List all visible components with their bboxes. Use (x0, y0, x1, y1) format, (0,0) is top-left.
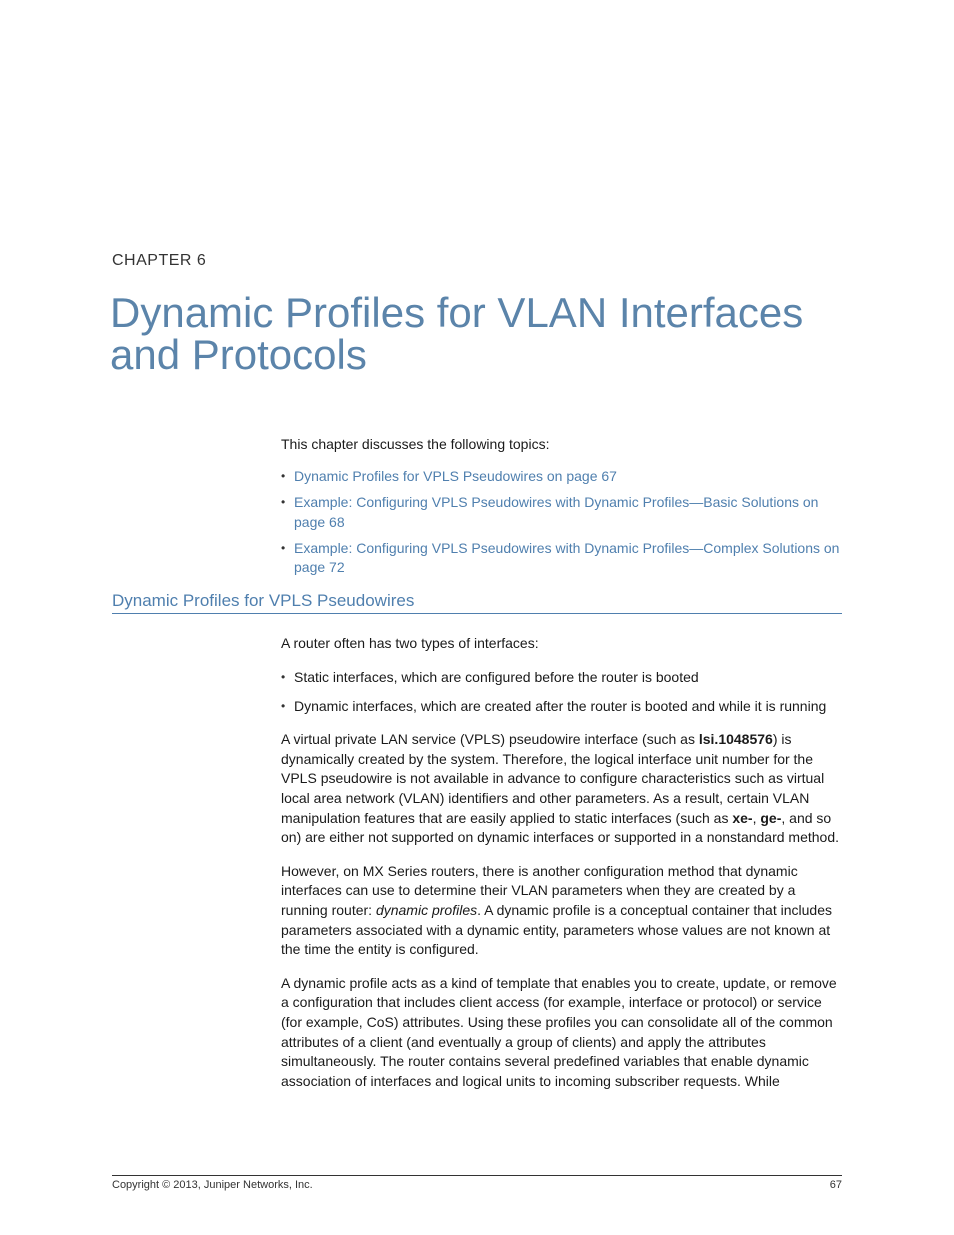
topic-item (281, 493, 843, 532)
list-item: • Dynamic interfaces, which are created after the router is booted and while it is running (281, 697, 843, 717)
topic-list (281, 467, 843, 584)
section-body (281, 634, 843, 1105)
paragraph: A virtual private LAN service (VPLS) pseudowire interface (such as lsi.1048576) is dynamically created by the system. Therefore, the logical interface unit number for the VPLS pseudowire is not available in advance to configure characteristics such as virtual local area network (VLAN) identifiers and other parameters. As a result, certain VLAN manipulation features that are easily applied to static interfaces (such as xe-, ge-, and so on) are either not supported on dynamic interfaces or supported in a nonstandard method. (281, 731, 840, 846)
chapter-title: Dynamic Profiles for VLAN Interfaces and Protocols (110, 289, 804, 378)
paragraph: However, on MX Series routers, there is another configuration method that dynamic interfaces can use to determine their VLAN parameters when they are created by a running router: dynamic profiles. A dynamic profile is a conceptual container that includes parameters associated with a dynamic entity, parameters whose values are not known at the time the entity is configured. (281, 862, 832, 958)
code-xe: xe- (732, 809, 753, 826)
chapter-label: CHAPTER 6 (112, 252, 207, 269)
list-item: • Static interfaces, which are configured before the router is booted (281, 668, 843, 688)
code-lsi: lsi.1048576 (698, 731, 773, 748)
paragraph: A router often has two types of interfaces: (281, 635, 539, 651)
emphasis: dynamic profiles (375, 902, 478, 919)
interface-type-list (281, 668, 843, 717)
topic-link-complex-solutions[interactable]: Example: Configuring VPLS Pseudowires with Dynamic Profiles—Complex Solutions on page 72 (294, 539, 840, 575)
footer-divider (112, 1175, 842, 1176)
topic-link-basic-solutions[interactable]: Example: Configuring VPLS Pseudowires with Dynamic Profiles—Basic Solutions on page 68 (294, 494, 819, 530)
section-heading: Dynamic Profiles for VPLS Pseudowires (112, 591, 842, 614)
footer-copyright: Copyright © 2013, Juniper Networks, Inc. (112, 1179, 313, 1191)
topic-item (281, 467, 843, 487)
intro-text: This chapter discusses the following topics: (281, 436, 550, 452)
topic-item (281, 539, 843, 578)
page-number: 67 (829, 1179, 842, 1191)
code-ge: ge- (760, 809, 782, 826)
topic-link-vpls-pseudowires[interactable]: Dynamic Profiles for VPLS Pseudowires on page 67 (294, 468, 617, 484)
paragraph: A dynamic profile acts as a kind of template that enables you to create, update, or remove a configuration that includes client access (for example, interface or protocol) or service (for example, CoS) attributes. Using these profiles you can consolidate all of the common attributes of a client (and eventually a group of clients) and apply the attributes simultaneously. The router contains several predefined variables that enable dynamic association of interfaces and logical units to incoming subscriber requests. While (281, 974, 837, 1089)
